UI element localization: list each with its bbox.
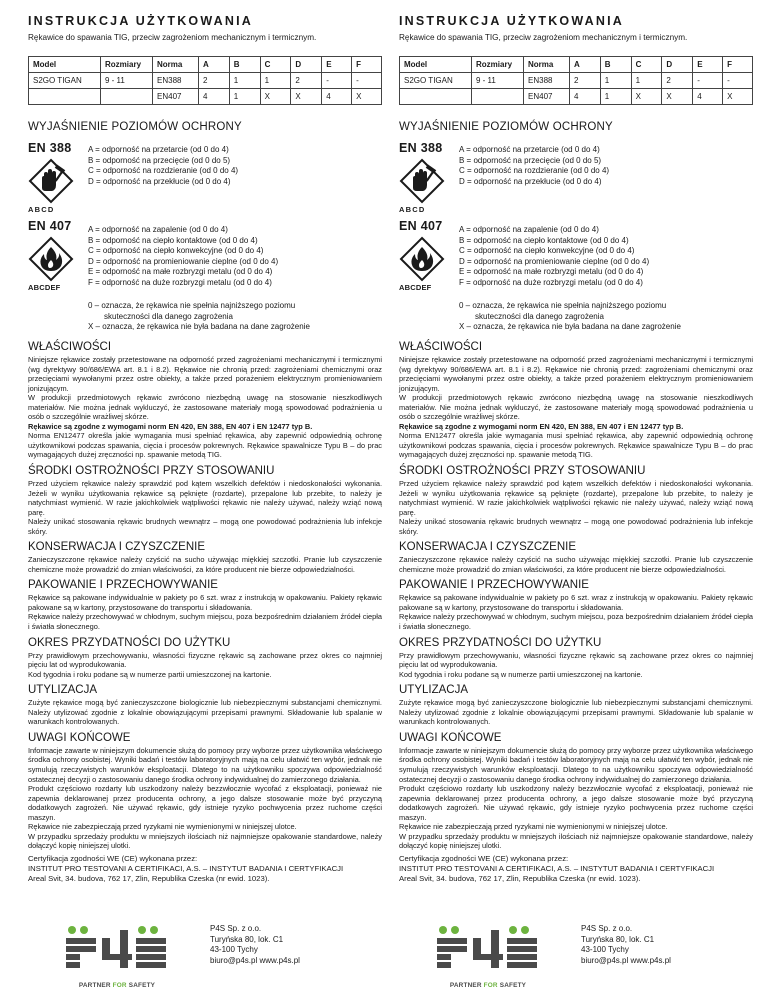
cell: X: [352, 89, 382, 105]
p4s-logo: [62, 922, 172, 992]
header-f: F: [352, 57, 382, 73]
en407-block: [28, 219, 382, 297]
cell: -: [352, 73, 382, 89]
header-model: Model: [400, 57, 472, 73]
address-company: P4S Sp. z o.o.: [210, 924, 262, 933]
address-city: 43-100 Tychy: [581, 945, 629, 954]
cell: 1: [260, 73, 291, 89]
cell: 2: [199, 73, 230, 89]
cell: [101, 89, 153, 105]
column-right: [399, 14, 753, 884]
pakowanie-p1: Rękawice są pakowane indywidualnie w pakiety po 6 szt. wraz z instrukcją w opakowaniu. Pakiety rękawic pakowane są w kartony, przystosowane do transportu i składowania.: [28, 593, 382, 612]
logo-tag-partner: PARTNER: [78, 982, 111, 989]
en407-line-e: E = odporność na małe rozbryzgi metalu (od 0 do 4): [459, 267, 644, 276]
section-heading-konserwacja: KONSERWACJA I CZYSZCZENIE: [28, 541, 205, 554]
uwagi-p3: Rękawice nie zabezpieczają przed ryzykami nie wymienionymi w niniejszej ulotce.: [28, 822, 297, 832]
company-address: [210, 924, 300, 966]
en388-line-a: A = odporność na przetarcie (od 0 do 4): [459, 145, 600, 154]
section-heading-pakowanie: PAKOWANIE I PRZECHOWYWANIE: [399, 579, 589, 592]
en388-label: EN 388: [399, 141, 443, 155]
section-heading-okres: OKRES PRZYDATNOŚCI DO UŻYTKU: [28, 636, 231, 649]
en388-pictogram: [399, 141, 459, 214]
en388-label: EN 388: [28, 141, 72, 155]
hammer-glove-icon: [399, 158, 445, 204]
flame-icon: [399, 236, 445, 282]
en407-line-b: B = odporność na ciepło kontaktowe (od 0 do 4): [459, 235, 629, 245]
section-heading-okres: OKRES PRZYDATNOŚCI DO UŻYTKU: [399, 636, 602, 649]
en388-lines: [459, 145, 609, 187]
pakowanie-text: [399, 593, 753, 631]
en407-line-f: F = odporność na duże rozbryzgi metalu (od 0 do 4): [459, 277, 643, 287]
section-heading-pakowanie: PAKOWANIE I PRZECHOWYWANIE: [28, 579, 218, 592]
logo-tag-for: FOR: [112, 982, 127, 989]
en388-pictogram: [28, 141, 88, 214]
footer-left: [28, 922, 382, 992]
konserwacja-text: Zanieczyszczone rękawice należy czyścić na sucho używając miękkiej szczotki. Pranie lub czyszczenie chemiczne może prowadzić do zmian właściwości, za które producent nie bierze odpowiedzialności.: [399, 555, 753, 574]
p4s-logo-mark: [62, 922, 172, 980]
en388-line-b: B = odporność na przecięcie (od 0 do 5): [88, 155, 231, 165]
address-contact: biuro@p4s.pl www.p4s.pl: [210, 955, 300, 965]
header-b: B: [600, 57, 631, 73]
document-title: INSTRUKCJA UŻYTKOWANIA: [399, 14, 625, 28]
en407-line-f: F = odporność na duże rozbryzgi metalu (od 0 do 4): [88, 277, 272, 287]
header-e: E: [693, 57, 723, 73]
levels-heading: WYJAŚNIENIE POZIOMÓW OCHRONY: [399, 121, 613, 133]
cell: 2: [291, 73, 322, 89]
cell: 4: [570, 89, 601, 105]
en388-line-c: C = odporność na rozdzieranie (od 0 do 4): [88, 166, 239, 175]
header-sizes: Rozmiary: [101, 57, 153, 73]
uwagi-p2: Produkt częściowo rozdarty lub uszkodzony należy bezzwłocznie wycofać z eksploatacji, ponieważ nie zapewnia deklarowanej przez producenta ochrony, a jego dalsze stosowanie może być przyczyną dodatkowych zagrożeń. Nie używać rękawic, gdy istnieje ryzyko pochwycenia przez ruchome części maszyn.: [399, 784, 753, 822]
srodki-text: [28, 479, 382, 536]
cell: EN407: [153, 89, 199, 105]
legend-zero: 0 – oznacza, że rękawica nie spełnia najniższego poziomu: [459, 301, 667, 310]
wlasciwosci-p2: W produkcji przedmiotowych rękawic zwrócono niezbędną uwagę na stosowanie nieszkodliwych materiałów. Nie można jednak wykluczyć, że zastosowane materiały mogą spowodować podrażnienia u osób o szczególnie wrażliwej skórze.: [28, 393, 382, 422]
wlasciwosci-p1: Niniejsze rękawice zostały przetestowane na odporność przed zagrożeniami mechanicznymi i termicznymi (wg dyrektywy 90/686/EWA art. 8.1 i 8.2). Rękawice nie chronią przed: zagrożeniami chemicznymi oraz przecięciami wywołanymi przez ostre obiekty, a także przed porażeniem elektrycznym promieniowaniem jonizującym.: [28, 355, 382, 393]
cell: EN388: [153, 73, 199, 89]
header-c: C: [631, 57, 662, 73]
section-heading-srodki: ŚRODKI OSTROŻNOŚCI PRZY STOSOWANIU: [28, 465, 275, 478]
legend-zero: 0 – oznacza, że rękawica nie spełnia najniższego poziomu: [88, 301, 296, 310]
cell: 2: [662, 73, 693, 89]
srodki-p1: Przed użyciem rękawice należy sprawdzić pod kątem wszelkich defektów i niedoskonałości wykonania. Jeżeli w wyniku użytkowania rękawice są pęknięte (rozdarte), przepalone lub przebite, to należy je natychmiast wymienić. W razie jakichkolwiek wątpliwości rękawic nie należy używać, należy wziąć nową parę.: [28, 479, 382, 517]
logo-tag-for: FOR: [483, 982, 498, 989]
wlasciwosci-p2: W produkcji przedmiotowych rękawic zwrócono niezbędną uwagę na stosowanie nieszkodliwych materiałów. Nie można jednak wykluczyć, że zastosowane materiały mogą spowodować podrażnienia u osób o szczególnie wrażliwej skórze.: [399, 393, 753, 422]
uwagi-text: [28, 746, 382, 851]
en407-code: ABCDEF: [28, 283, 61, 292]
header-f: F: [723, 57, 753, 73]
uwagi-p3: Rękawice nie zabezpieczają przed ryzykami nie wymienionymi w niniejszej ulotce.: [399, 822, 668, 832]
logo-tagline: [433, 982, 543, 989]
address-street: Turyńska 80, lok. C1: [581, 934, 655, 944]
header-a: A: [570, 57, 601, 73]
en388-block: [399, 141, 753, 219]
en407-line-b: B = odporność na ciepło kontaktowe (od 0 do 4): [88, 235, 258, 245]
p4s-logo: [433, 922, 543, 992]
en407-label: EN 407: [28, 219, 72, 233]
section-heading-utylizacja: UTYLIZACJA: [399, 684, 469, 697]
levels-heading: WYJAŚNIENIE POZIOMÓW OCHRONY: [28, 121, 242, 133]
utylizacja-text: Zużyte rękawice mogą być zanieczyszczone biologicznie lub niebezpiecznymi substancjami chemicznymi. Należy utylizować zgodnie z lokalnie obowiązującymi przepisami prawnymi. Składowanie lub spalanie w warunkach kontrolowanych.: [399, 698, 753, 727]
cell: -: [322, 73, 352, 89]
cell: 9 - 11: [472, 73, 524, 89]
document-title: INSTRUKCJA UŻYTKOWANIA: [28, 14, 254, 28]
cell: [400, 89, 472, 105]
en388-line-c: C = odporność na rozdzieranie (od 0 do 4): [459, 166, 610, 175]
cell: 1: [600, 89, 631, 105]
uwagi-p1: Informacje zawarte w niniejszym dokumencie służą do pomocy przy wyborze przez użytkownika właściwego środka ochrony osobistej. Wyniki badań i testów laboratoryjnych mają na celu ułatwić ten wybór, jednak nie symulują rzeczywistych warunków eksploatacji. Dlatego to na użytkowniku spoczywa odpowiedzialność ostatecznej decyzji o zastosowaniu danego środka ochrony indywidualnej do zamierzonego działania.: [399, 745, 753, 784]
en407-line-c: C = odporność na ciepło konwekcyjne (od 0 do 4): [459, 246, 635, 255]
logo-tag-safety: SAFETY: [499, 982, 527, 989]
wlasciwosci-p1: Niniejsze rękawice zostały przetestowane na odporność przed zagrożeniami mechanicznymi i termicznymi (wg dyrektywy 90/686/EWA art. 8.1 i 8.2). Rękawice nie chronią przed: zagrożeniami chemicznymi oraz przecięciami wywołanymi przez ostre obiekty, a także przed porażeniem elektrycznym promieniowaniem jonizującym.: [399, 355, 753, 393]
table-row: [400, 89, 753, 105]
legend-zero-cont: skuteczności dla danego zagrożenia: [104, 311, 233, 321]
spec-table: [399, 56, 753, 105]
en388-line-d: D = odporność na przekłucie (od 0 do 4): [459, 176, 602, 186]
header-e: E: [322, 57, 352, 73]
spec-table: [28, 56, 382, 105]
en407-line-c: C = odporność na ciepło konwekcyjne (od 0 do 4): [88, 246, 264, 255]
wlasciwosci-p3: Rękawice są zgodne z wymogami norm EN 420, EN 388, EN 407 i EN 12477 typ B.: [399, 421, 684, 431]
cell: EN388: [524, 73, 570, 89]
header-a: A: [199, 57, 230, 73]
header-c: C: [260, 57, 291, 73]
cell: X: [291, 89, 322, 105]
uwagi-p4: W przypadku sprzedaży produktu w mniejszych ilościach niż najmniejsze opakowanie standardowe, należy dołączyć kopię niniejszej ulotki.: [399, 831, 753, 851]
cell: 1: [631, 73, 662, 89]
document-subtitle: Rękawice do spawania TIG, przeciw zagrożeniom mechanicznym i termicznym.: [28, 33, 317, 42]
address-street: Turyńska 80, lok. C1: [210, 934, 284, 944]
cell: -: [723, 73, 753, 89]
uwagi-p4: W przypadku sprzedaży produktu w mniejszych ilościach niż najmniejsze opakowanie standardowe, należy dołączyć kopię niniejszej ulotki.: [28, 831, 382, 851]
srodki-p2: Należy unikać stosowania rękawic brudnych wewnątrz – mogą one powodować podrażnienia lub infekcje skóry.: [399, 517, 753, 536]
pakowanie-p2: Rękawice należy przechowywać w chłodnym, suchym miejscu, poza bezpośrednim działaniem źródeł ciepła i światła słonecznego.: [28, 612, 382, 632]
footer-right: [399, 922, 753, 992]
cell: 4: [693, 89, 723, 105]
wlasciwosci-text: [399, 355, 753, 460]
section-heading-utylizacja: UTYLIZACJA: [28, 684, 98, 697]
cell: 4: [199, 89, 230, 105]
srodki-text: [399, 479, 753, 536]
levels-legend: [88, 301, 382, 333]
cell: 1: [229, 89, 260, 105]
konserwacja-text: Zanieczyszczone rękawice należy czyścić na sucho używając miękkiej szczotki. Pranie lub czyszczenie chemiczne może prowadzić do zmian właściwości, za które producent nie bierze odpowiedzialności.: [28, 555, 382, 574]
uwagi-p1: Informacje zawarte w niniejszym dokumencie służą do pomocy przy wyborze przez użytkownika właściwego środka ochrony osobistej. Wyniki badań i testów laboratoryjnych mają na celu ułatwić ten wybór, jednak nie symulują rzeczywistych warunków eksploatacji. Dlatego to na użytkowniku spoczywa odpowiedzialność ostatecznej decyzji o zastosowaniu danego środka ochrony indywidualnej do zamierzonego działania.: [28, 745, 382, 784]
okres-p2: Kod tygodnia i roku podane są w numerze partii umieszczonej na kartonie.: [28, 669, 272, 679]
legend-x: X – oznacza, że rękawica nie była badana na dane zagrożenie: [88, 322, 310, 331]
table-row: [29, 89, 382, 105]
en388-block: [28, 141, 382, 219]
okres-p1: Przy prawidłowym przechowywaniu, własności fizyczne rękawic są zachowane przez okres co najmniej pięciu lat od wyprodukowania.: [28, 650, 382, 670]
srodki-p2: Należy unikać stosowania rękawic brudnych wewnątrz – mogą one powodować podrażnienia lub infekcje skóry.: [28, 517, 382, 536]
en388-code: ABCD: [399, 205, 426, 214]
certification: [399, 854, 753, 885]
en407-code: ABCDEF: [399, 283, 432, 292]
address-city: 43-100 Tychy: [210, 945, 258, 954]
cell: S2GO TIGAN: [400, 73, 472, 89]
en407-pictogram: [399, 219, 459, 292]
pakowanie-p2: Rękawice należy przechowywać w chłodnym, suchym miejscu, poza bezpośrednim działaniem źródeł ciepła i światła słonecznego.: [399, 612, 753, 632]
en407-block: [399, 219, 753, 297]
cell: [29, 89, 101, 105]
p4s-logo-mark: [433, 922, 543, 980]
section-heading-srodki: ŚRODKI OSTROŻNOŚCI PRZY STOSOWANIU: [399, 465, 646, 478]
cell: X: [631, 89, 662, 105]
cell: EN407: [524, 89, 570, 105]
header-norm: Norma: [153, 57, 199, 73]
wlasciwosci-p4: Norma EN12477 określa jakie wymagania musi spełniać rękawica, aby zapewnić odpowiednią ochronę użytkownikowi podczas spawania, cięcia i procesów pokrewnych. Rękawice spawalnicze Typu B – do prac wymagających dużej zręczności np. spawanie metodą TIG.: [28, 431, 382, 460]
table-row: [29, 73, 382, 89]
cell: S2GO TIGAN: [29, 73, 101, 89]
section-heading-wlasciwosci: WŁAŚCIWOŚCI: [28, 341, 112, 353]
section-heading-konserwacja: KONSERWACJA I CZYSZCZENIE: [399, 541, 576, 554]
cell: 1: [600, 73, 631, 89]
wlasciwosci-p4: Norma EN12477 określa jakie wymagania musi spełniać rękawica, aby zapewnić odpowiednią ochronę użytkownikowi podczas spawania, cięcia i procesów pokrewnych. Rękawice spawalnicze Typu B – do prac wymagających dużej zręczności np. spawanie metodą TIG.: [399, 431, 753, 460]
wlasciwosci-p3: Rękawice są zgodne z wymogami norm EN 420, EN 388, EN 407 i EN 12477 typ B.: [28, 421, 313, 431]
okres-text: [399, 651, 753, 680]
en407-pictogram: [28, 219, 88, 292]
cell: [472, 89, 524, 105]
logo-tag-safety: SAFETY: [128, 982, 156, 989]
en407-line-e: E = odporność na małe rozbryzgi metalu (od 0 do 4): [88, 267, 273, 276]
cell: 2: [570, 73, 601, 89]
cell: 1: [229, 73, 260, 89]
cert-line-3: Areal Svit, 34. budova, 762 17, Zlin, Republika Czeska (nr ewid. 1023).: [399, 874, 641, 884]
utylizacja-text: Zużyte rękawice mogą być zanieczyszczone biologicznie lub niebezpiecznymi substancjami chemicznymi. Należy utylizować zgodnie z lokalnie obowiązującymi przepisami prawnymi. Składowanie lub spalanie w warunkach kontrolowanych.: [28, 698, 382, 727]
cert-line-2: INSTITUT PRO TESTOVANI A CERTIFIKACI, A.S. – INSTYTUT BADANIA I CERTYFIKACJI: [28, 864, 344, 874]
logo-tag-partner: PARTNER: [449, 982, 482, 989]
cert-line-2: INSTITUT PRO TESTOVANI A CERTIFIKACI, A.S. – INSTYTUT BADANIA I CERTYFIKACJI: [399, 864, 715, 874]
header-d: D: [662, 57, 693, 73]
section-heading-wlasciwosci: WŁAŚCIWOŚCI: [399, 341, 483, 353]
en388-line-d: D = odporność na przekłucie (od 0 do 4): [88, 176, 231, 186]
en407-label: EN 407: [399, 219, 443, 233]
okres-p1: Przy prawidłowym przechowywaniu, własności fizyczne rękawic są zachowane przez okres co najmniej pięciu lat od wyprodukowania.: [399, 650, 753, 670]
uwagi-p2: Produkt częściowo rozdarty lub uszkodzony należy bezzwłocznie wycofać z eksploatacji, ponieważ nie zapewnia deklarowanej przez producenta ochrony, a jego dalsze stosowanie może być przyczyną dodatkowych zagrożeń. Nie używać rękawic, gdy istnieje ryzyko pochwycenia przez ruchome części maszyn.: [28, 784, 382, 822]
okres-p2: Kod tygodnia i roku podane są w numerze partii umieszczonej na kartonie.: [399, 669, 643, 679]
header-sizes: Rozmiary: [472, 57, 524, 73]
en407-lines: [88, 225, 278, 288]
logo-tagline: [62, 982, 172, 989]
company-address: [581, 924, 671, 966]
en407-line-d: D = odporność na promieniowanie cieplne (od 0 do 4): [88, 256, 279, 266]
wlasciwosci-text: [28, 355, 382, 460]
en388-code: ABCD: [28, 205, 55, 214]
okres-text: [28, 651, 382, 680]
address-contact: biuro@p4s.pl www.p4s.pl: [581, 955, 671, 965]
cell: 9 - 11: [101, 73, 153, 89]
en388-line-a: A = odporność na przetarcie (od 0 do 4): [88, 145, 229, 154]
address-company: P4S Sp. z o.o.: [581, 924, 633, 933]
header-b: B: [229, 57, 260, 73]
header-d: D: [291, 57, 322, 73]
spec-table-header: [29, 57, 382, 73]
spec-table-header: [400, 57, 753, 73]
header-model: Model: [29, 57, 101, 73]
en388-line-b: B = odporność na przecięcie (od 0 do 5): [459, 155, 602, 165]
cert-line-1: Certyfikacja zgodności WE (CE) wykonana przez:: [28, 853, 198, 863]
flame-icon: [28, 236, 74, 282]
uwagi-text: [399, 746, 753, 851]
levels-legend: [459, 301, 753, 333]
column-left: [28, 14, 382, 884]
cert-line-3: Areal Svit, 34. budova, 762 17, Zlin, Republika Czeska (nr ewid. 1023).: [28, 874, 270, 884]
en407-line-d: D = odporność na promieniowanie cieplne (od 0 do 4): [459, 256, 650, 266]
pakowanie-p1: Rękawice są pakowane indywidualnie w pakiety po 6 szt. wraz z instrukcją w opakowaniu. Pakiety rękawic pakowane są w kartony, przystosowane do transportu i składowania.: [399, 593, 753, 612]
certification: [28, 854, 382, 885]
cell: X: [260, 89, 291, 105]
en388-lines: [88, 145, 238, 187]
cell: 4: [322, 89, 352, 105]
srodki-p1: Przed użyciem rękawice należy sprawdzić pod kątem wszelkich defektów i niedoskonałości wykonania. Jeżeli w wyniku użytkowania rękawice są pęknięte (rozdarte), przepalone lub przebite, to należy je natychmiast wymienić. W razie jakichkolwiek wątpliwości rękawic nie należy używać, należy wziąć nową parę.: [399, 479, 753, 517]
en407-line-a: A = odporność na zapalenie (od 0 do 4): [88, 225, 228, 234]
document-subtitle: Rękawice do spawania TIG, przeciw zagrożeniom mechanicznym i termicznym.: [399, 33, 688, 42]
header-norm: Norma: [524, 57, 570, 73]
section-heading-uwagi: UWAGI KOŃCOWE: [28, 731, 131, 744]
pakowanie-text: [28, 593, 382, 631]
table-row: [400, 73, 753, 89]
cell: -: [693, 73, 723, 89]
hammer-glove-icon: [28, 158, 74, 204]
legend-x: X – oznacza, że rękawica nie była badana na dane zagrożenie: [459, 322, 681, 331]
en407-lines: [459, 225, 649, 288]
en407-line-a: A = odporność na zapalenie (od 0 do 4): [459, 225, 599, 234]
cell: X: [723, 89, 753, 105]
section-heading-uwagi: UWAGI KOŃCOWE: [399, 731, 502, 744]
cell: X: [662, 89, 693, 105]
cert-line-1: Certyfikacja zgodności WE (CE) wykonana przez:: [399, 853, 569, 863]
legend-zero-cont: skuteczności dla danego zagrożenia: [475, 311, 604, 321]
